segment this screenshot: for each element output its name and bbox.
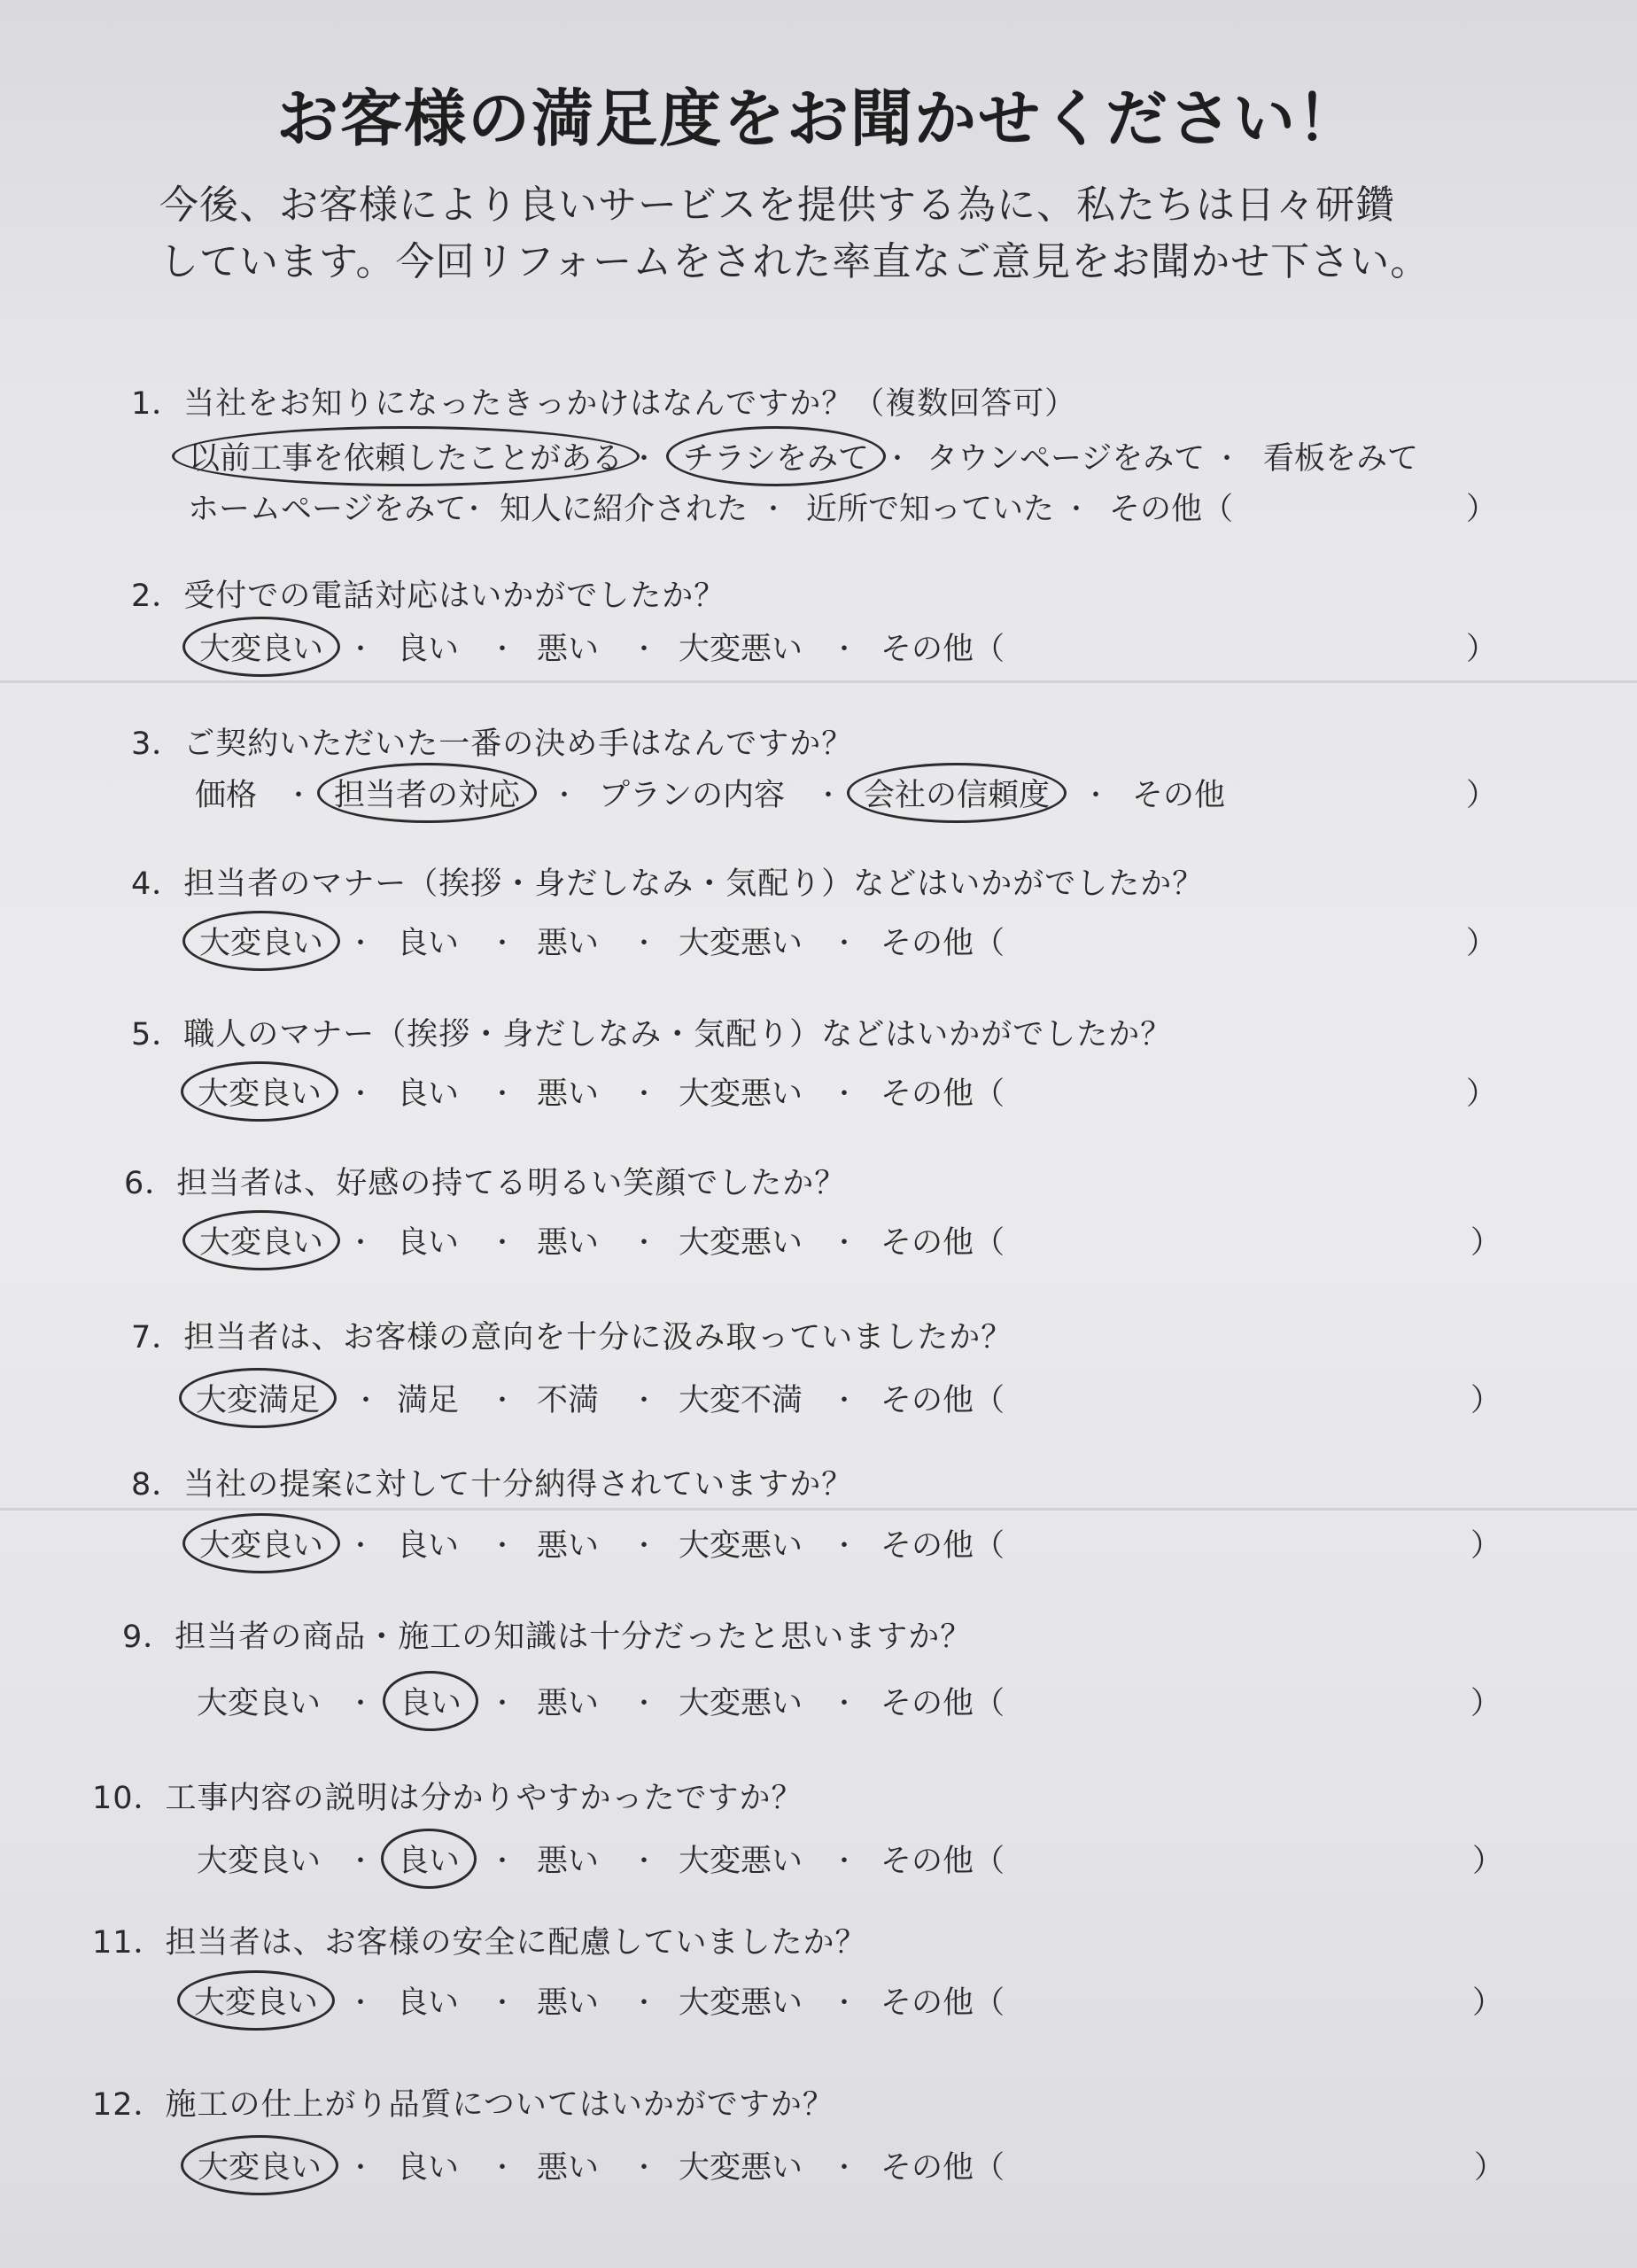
paper-fold-line [0, 680, 1637, 683]
separator: ・ [631, 2153, 657, 2184]
separator: ・ [347, 2153, 374, 2184]
question-7: 7．担当者は、お客様の意向を十分に汲み取っていましたか？ [131, 1320, 1013, 1355]
answer-row-2 [0, 620, 1637, 673]
separator: ・ [631, 1988, 657, 2019]
close-paren: ） [1466, 778, 1498, 813]
option[interactable]: その他（ [881, 1844, 1005, 1879]
option[interactable]: 悪い [537, 632, 600, 667]
answer-row-6 [0, 1214, 1637, 1267]
option[interactable]: 大変悪い [679, 1076, 803, 1112]
question-3: 3．ご契約いただいた一番の決め手はなんですか？ [131, 726, 854, 762]
close-paren: ） [1470, 1686, 1502, 1721]
question-5: 5．職人のマナー（挨拶・身だしなみ・気配り）などはいかがでしたか？ [131, 1017, 1173, 1052]
separator: ・ [489, 1689, 516, 1720]
option[interactable]: 大変良い [197, 1686, 322, 1721]
separator: ・ [285, 781, 312, 812]
separator: ・ [1214, 444, 1240, 475]
option[interactable]: 大変悪い [679, 926, 803, 961]
option[interactable]: 悪い [537, 1225, 600, 1261]
option[interactable]: 不満 [537, 1383, 600, 1418]
question-10: 10．工事内容の説明は分かりやすかったですか？ [92, 1781, 803, 1816]
close-paren: ） [1470, 1383, 1502, 1418]
option[interactable]: 近所で知っていた [806, 492, 1055, 527]
option[interactable]: 良い [397, 1985, 460, 2021]
paper-fold-line [0, 1508, 1637, 1511]
separator: ・ [831, 2153, 857, 2184]
option[interactable]: 満足 [397, 1383, 460, 1418]
option-circled[interactable]: 大変良い [182, 1513, 340, 1573]
close-paren: ） [1466, 492, 1498, 527]
answer-row-4 [0, 914, 1637, 967]
separator: ・ [631, 928, 657, 959]
option[interactable]: その他（ [881, 1076, 1005, 1112]
answer-row-10 [0, 1832, 1637, 1885]
option-circled[interactable]: 以前工事を依頼したことがある [172, 426, 640, 486]
intro-line-1: 今後、お客様により良いサービスを提供する為に、私たちは日々研鑽 [159, 183, 1395, 228]
option-circled[interactable]: 良い [383, 1671, 478, 1731]
intro-text [159, 177, 1488, 291]
option-circled[interactable]: 大変良い [182, 1210, 340, 1270]
option-circled[interactable]: チラシをみて [666, 426, 886, 486]
separator: ・ [489, 1988, 516, 2019]
option[interactable]: 悪い [537, 926, 600, 961]
option-circled[interactable]: 担当者の対応 [317, 763, 537, 823]
option-circled[interactable]: 大変良い [182, 911, 340, 971]
separator: ・ [1063, 494, 1090, 525]
answer-row-1a [0, 430, 1637, 483]
separator: ・ [831, 928, 857, 959]
option[interactable]: 知人に紹介された [500, 492, 749, 527]
option-circled[interactable]: 大変良い [181, 2135, 338, 2195]
option[interactable]: その他（ [881, 1383, 1005, 1418]
separator: ・ [884, 444, 911, 475]
close-paren: ） [1474, 2150, 1506, 2186]
separator: ・ [347, 1689, 374, 1720]
separator: ・ [631, 1228, 657, 1259]
question-8: 8．当社の提案に対して十分納得されていますか？ [131, 1467, 854, 1503]
separator: ・ [551, 781, 578, 812]
option[interactable]: 大変悪い [679, 1985, 803, 2021]
close-paren: ） [1470, 1528, 1502, 1564]
close-paren: ） [1466, 1076, 1498, 1112]
separator: ・ [489, 2153, 516, 2184]
separator: ・ [831, 1228, 857, 1259]
separator: ・ [489, 928, 516, 959]
separator: ・ [631, 1689, 657, 1720]
separator: ・ [631, 1386, 657, 1417]
answer-row-9 [0, 1674, 1637, 1728]
separator: ・ [831, 1531, 857, 1562]
answer-row-1b [0, 480, 1637, 533]
option[interactable]: 良い [397, 632, 460, 667]
separator: ・ [489, 1846, 516, 1877]
option[interactable]: 価格 [195, 778, 258, 813]
option[interactable]: 悪い [537, 1686, 600, 1721]
option[interactable]: 悪い [537, 1985, 600, 2021]
separator: ・ [489, 1531, 516, 1562]
option[interactable]: その他（ [881, 1528, 1005, 1564]
separator: ・ [831, 1846, 857, 1877]
option-circled[interactable]: 大変良い [181, 1061, 338, 1122]
separator: ・ [631, 1531, 657, 1562]
separator: ・ [489, 1079, 516, 1110]
option[interactable]: その他（ [881, 2150, 1005, 2186]
option[interactable]: 良い [397, 1076, 460, 1112]
option-circled[interactable]: 大変良い [182, 617, 340, 677]
option[interactable]: その他（ [1109, 492, 1234, 527]
separator: ・ [489, 634, 516, 665]
question-1: 1．当社をお知りになったきっかけはなんですか？（複数回答可） [131, 386, 1077, 422]
option[interactable]: 大変悪い [679, 1225, 803, 1261]
close-paren: ） [1470, 1225, 1502, 1261]
option[interactable]: 看板をみて [1263, 441, 1419, 477]
option[interactable]: 良い [397, 2150, 460, 2186]
option[interactable]: 大変悪い [679, 2150, 803, 2186]
separator: ・ [347, 634, 374, 665]
separator: ・ [631, 444, 657, 475]
question-12: 12．施工の仕上がり品質についてはいかがですか？ [92, 2087, 834, 2123]
separator: ・ [831, 634, 857, 665]
answer-row-5 [0, 1065, 1637, 1118]
separator: ・ [760, 494, 787, 525]
page-title: お客様の満足度をお聞かせください！ [276, 82, 1361, 155]
question-4: 4．担当者のマナー（挨拶・身だしなみ・気配り）などはいかがでしたか？ [131, 866, 1205, 902]
option[interactable]: タウンページをみて [927, 441, 1206, 477]
separator: ・ [831, 1386, 857, 1417]
separator: ・ [831, 1988, 857, 2019]
question-11: 11．担当者は、お客様の安全に配慮していましたか？ [92, 1925, 867, 1961]
option[interactable]: 大変悪い [679, 1528, 803, 1564]
separator: ・ [347, 1988, 374, 2019]
separator: ・ [347, 928, 374, 959]
close-paren: ） [1472, 1844, 1504, 1879]
separator: ・ [347, 1228, 374, 1259]
option[interactable]: ホームページをみて [188, 492, 467, 527]
answer-row-7 [0, 1371, 1637, 1425]
separator: ・ [631, 1846, 657, 1877]
answer-row-12 [0, 2139, 1637, 2192]
option-circled[interactable]: 大変満足 [179, 1368, 337, 1428]
option[interactable]: 大変悪い [679, 632, 803, 667]
separator: ・ [347, 1531, 374, 1562]
answer-row-8 [0, 1517, 1637, 1570]
option[interactable]: 大変悪い [679, 1686, 803, 1721]
intro-line-2: しています。今回リフォームをされた率直なご意見をお聞かせ下さい。 [159, 239, 1431, 284]
option[interactable]: その他（ [881, 1985, 1005, 2021]
option[interactable]: その他（ [881, 632, 1005, 667]
separator: ・ [815, 781, 842, 812]
answer-row-3 [0, 766, 1637, 819]
separator: ・ [347, 1846, 374, 1877]
option-circled[interactable]: 大変良い [177, 1970, 335, 2031]
option[interactable]: 悪い [537, 1528, 600, 1564]
option[interactable]: その他（ [881, 1686, 1005, 1721]
option[interactable]: 悪い [537, 2150, 600, 2186]
answer-row-11 [0, 1974, 1637, 2027]
separator: ・ [489, 1228, 516, 1259]
separator: ・ [631, 634, 657, 665]
option[interactable]: 良い [397, 926, 460, 961]
question-6: 6．担当者は、好感の持てる明るい笑顔でしたか？ [124, 1166, 847, 1201]
option[interactable]: 良い [397, 1528, 460, 1564]
close-paren: ） [1466, 926, 1498, 961]
option[interactable]: 悪い [537, 1844, 600, 1879]
close-paren: ） [1472, 1985, 1504, 2021]
option-circled[interactable]: 良い [381, 1829, 477, 1889]
separator: ・ [831, 1079, 857, 1110]
question-2: 2．受付での電話対応はいかがでしたか？ [131, 579, 726, 614]
separator: ・ [489, 1386, 516, 1417]
option[interactable]: 悪い [537, 1076, 600, 1112]
separator: ・ [347, 1079, 374, 1110]
option[interactable]: 大変不満 [679, 1383, 803, 1418]
option[interactable]: 良い [397, 1225, 460, 1261]
question-9: 9．担当者の商品・施工の知識は十分だったと思いますか？ [122, 1619, 973, 1655]
option[interactable]: その他 [1132, 778, 1226, 813]
option[interactable]: その他（ [881, 926, 1005, 961]
separator: ・ [831, 1689, 857, 1720]
close-paren: ） [1466, 632, 1498, 667]
option[interactable]: 大変良い [197, 1844, 322, 1879]
option[interactable]: 大変悪い [679, 1844, 803, 1879]
separator: ・ [461, 494, 487, 525]
option[interactable]: プランの内容 [599, 778, 786, 813]
separator: ・ [1082, 781, 1109, 812]
separator: ・ [631, 1079, 657, 1110]
option-circled[interactable]: 会社の信頼度 [847, 763, 1067, 823]
separator: ・ [353, 1386, 379, 1417]
option[interactable]: その他（ [881, 1225, 1005, 1261]
